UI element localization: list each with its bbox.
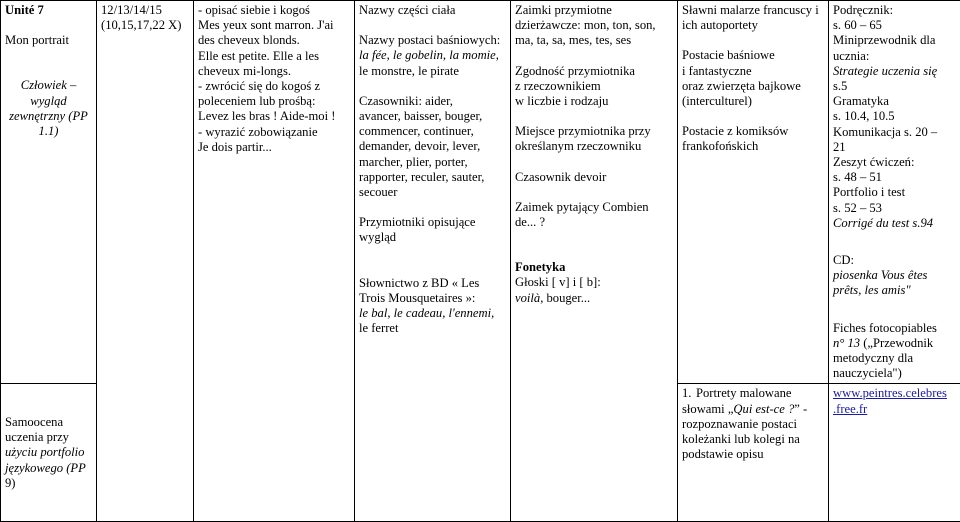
text-line: Strategie uczenia się <box>833 64 956 79</box>
text-line: Zaimki przymiotne <box>515 3 673 18</box>
topic-line: wygląd <box>5 94 92 109</box>
text-line: le monstre, le pirate <box>359 64 506 79</box>
text-line: commencer, continuer, <box>359 124 506 139</box>
text-line: Zeszyt ćwiczeń: <box>833 155 956 170</box>
fiche-number: n° 13 <box>833 336 860 350</box>
text-line: uczenia przy <box>5 430 92 445</box>
text-line: Gramatyka <box>833 94 956 109</box>
text-line: (interculturel) <box>682 94 824 109</box>
text-line: w liczbie i rodzaju <box>515 94 673 109</box>
cell-self-assessment <box>1 384 97 522</box>
fiche-title: („Przewodnik <box>860 336 933 350</box>
text-line: piosenka Vous êtes <box>833 268 956 283</box>
text-line: Trois Mousquetaires »: <box>359 291 506 306</box>
text-line: Nazwy części ciała <box>359 3 506 18</box>
text-line: avancer, baisser, bouger, <box>359 109 506 124</box>
cell-link <box>829 384 960 522</box>
text-line: ma, ta, sa, mes, tes, ses <box>515 33 673 48</box>
text-line: 9) <box>5 476 92 491</box>
text-line: Zgodność przymiotnika <box>515 64 673 79</box>
cell-unit <box>1 1 97 384</box>
lesson-dates: (10,15,17,22 X) <box>101 18 189 33</box>
text-line: Je dois partir... <box>198 140 350 155</box>
text-line: rozpoznawanie postaci <box>682 417 824 432</box>
text-line: Podręcznik: <box>833 3 956 18</box>
text-line: Portfolio i test <box>833 185 956 200</box>
cell-lessons <box>97 1 194 522</box>
text-line: Miejsce przymiotnika przy <box>515 124 673 139</box>
text-line: podstawie opisu <box>682 447 824 462</box>
text-line <box>515 291 673 306</box>
text-line: z rzeczownikiem <box>515 79 673 94</box>
text-line: i fantastyczne <box>682 64 824 79</box>
unit-title: Mon portrait <box>5 33 92 48</box>
text-line: metodyczny dla <box>833 351 956 366</box>
text-line: Komunikacja s. 20 – <box>833 125 956 140</box>
topic-line: 1.1) <box>5 124 92 139</box>
text-line: oraz zwierzęta bajkowe <box>682 79 824 94</box>
text-line: Czasowniki: aider, <box>359 94 506 109</box>
text-line: nauczyciela") <box>833 366 956 381</box>
website-link[interactable]: www.peintres.celebres <box>833 386 956 401</box>
text-line: Głoski [ v] i [ b]: <box>515 275 673 290</box>
text-line: s.5 <box>833 79 956 94</box>
text-line: marcher, plier, porter, <box>359 155 506 170</box>
text-line: demander, devoir, lever, <box>359 139 506 154</box>
text-line: prêts, les amis" <box>833 283 956 298</box>
text-line: Fiches fotocopiables <box>833 321 956 336</box>
text-line: Elle est petite. Elle a les <box>198 49 350 64</box>
text-line: de... ? <box>515 215 673 230</box>
text-line: wygląd <box>359 230 506 245</box>
text-line: Przymiotniki opisujące <box>359 215 506 230</box>
text-line: Levez les bras ! Aide-moi ! <box>198 109 350 124</box>
text-line: Mes yeux sont marron. J'ai <box>198 18 350 33</box>
list-number: 1. <box>682 386 696 401</box>
cell-activity <box>678 384 829 522</box>
text-line: le ferret <box>359 321 506 336</box>
text-line: Nazwy postaci baśniowych: <box>359 33 506 48</box>
text-line: secouer <box>359 185 506 200</box>
text-line: ich autoportety <box>682 18 824 33</box>
text-line: słowami „Qui est-ce ?” - <box>682 402 824 417</box>
text-line: Czasownik devoir <box>515 170 673 185</box>
list-item: 1. Portrety malowane <box>682 386 824 401</box>
cell-materials <box>829 1 960 384</box>
topic-line: Człowiek – <box>5 78 92 93</box>
cell-functions <box>194 1 355 522</box>
text-line: le bal, le cadeau, l'ennemi, <box>359 306 506 321</box>
phonetics-example: voilà <box>515 291 540 305</box>
topic-line: zewnętrzny (PP <box>5 109 92 124</box>
text-line: CD: <box>833 253 956 268</box>
text-line: 21 <box>833 140 956 155</box>
text-line: Miniprzewodnik dla <box>833 33 956 48</box>
phonetics-example-rest: , bouger... <box>540 291 590 305</box>
text-line: Postacie baśniowe <box>682 48 824 63</box>
text-line: Zaimek pytający Combien <box>515 200 673 215</box>
table-row-main <box>1 1 960 384</box>
text-line: Postacie z komiksów <box>682 124 824 139</box>
text-line: Sławni malarze francuscy i <box>682 3 824 18</box>
website-link-continued[interactable]: .free.fr <box>833 402 956 417</box>
text-line: językowego (PP <box>5 461 92 476</box>
text-line: s. 60 – 65 <box>833 18 956 33</box>
lesson-numbers: 12/13/14/15 <box>101 3 189 18</box>
phonetics-heading: Fonetyka <box>515 260 673 275</box>
cell-vocabulary <box>355 1 511 522</box>
text-line: s. 10.4, 10.5 <box>833 109 956 124</box>
text-line: użyciu portfolio <box>5 445 92 460</box>
text-line: koleżanki lub kolegi na <box>682 432 824 447</box>
text-line: frankofońskich <box>682 139 824 154</box>
cell-culture <box>678 1 829 384</box>
text-line: - zwrócić się do kogoś z <box>198 79 350 94</box>
text-line: - wyrazić zobowiązanie <box>198 125 350 140</box>
text-line: rapporter, reculer, sauter, <box>359 170 506 185</box>
text-line: Słownictwo z BD « Les <box>359 276 506 291</box>
text-line: des cheveux blonds. <box>198 33 350 48</box>
text-line: s. 48 – 51 <box>833 170 956 185</box>
cell-grammar <box>511 1 678 522</box>
text-line: Samoocena <box>5 415 92 430</box>
text-line: Corrigé du test s.94 <box>833 216 956 231</box>
text-line: la fée, le gobelin, la momie, <box>359 48 506 63</box>
text-line: dzierżawcze: mon, ton, son, <box>515 18 673 33</box>
text-line: s. 52 – 53 <box>833 201 956 216</box>
unit-number: Unité 7 <box>5 3 92 18</box>
text-line: poleceniem lub prośbą: <box>198 94 350 109</box>
text-line: cheveux mi-longs. <box>198 64 350 79</box>
text-line: - opisać siebie i kogoś <box>198 3 350 18</box>
text-line <box>833 336 956 351</box>
text-line: określanym rzeczowniku <box>515 139 673 154</box>
text-line: ucznia: <box>833 49 956 64</box>
